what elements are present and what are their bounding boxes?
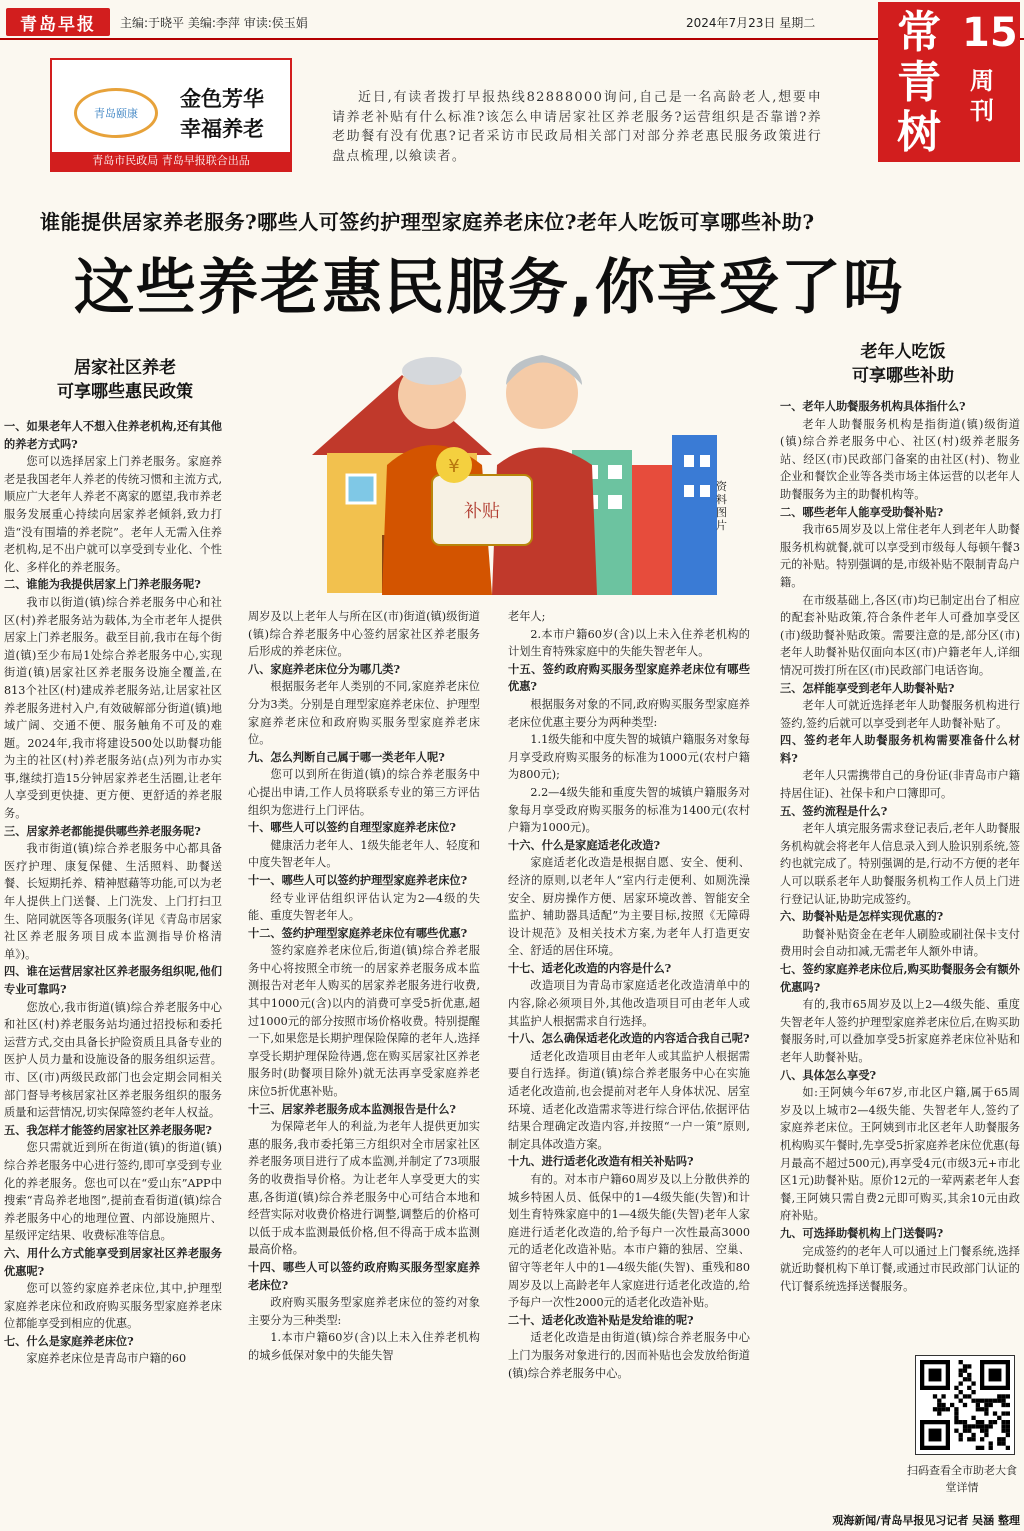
column-organizers: 青岛市民政局 青岛早报联合出品 xyxy=(52,152,290,170)
body-paragraph: 有的,我市65周岁及以上2—4级失能、重度失智老年人签约护理型家庭养老床位后,在购买助餐服务时,可以叠加享受5折家庭养老床位补贴和老年人助餐补贴。 xyxy=(780,998,1020,1064)
question-heading: 六、用什么方式能享受到居家社区养老服务优惠呢? xyxy=(4,1245,222,1278)
article-column-2 xyxy=(248,608,480,1530)
body-paragraph: 在市级基础上,各区(市)均已制定出台了相应的配套补贴政策,符合条件老年人可叠加享受区(市)级助餐补贴政策。需要注意的是,部分区(市)老年人助餐补贴仅面向本区(市)户籍老年人,详细情况可拨打所在区(市)民政部门电话咨询。 xyxy=(780,593,1020,677)
body-paragraph: 适老化改造是由街道(镇)综合养老服务中心上门为服务对象进行的,因而补贴也会发放给街道(镇)综合养老服务中心。 xyxy=(508,1331,750,1380)
question-heading: 九、怎么判断自己属于哪一类老年人呢? xyxy=(248,749,445,764)
edition-banner xyxy=(878,2,1020,162)
body-paragraph: 完成签约的老年人可以通过上门餐系统,选择就近助餐机构下单订餐,或通过市民政部门认证的代订餐系统选择送餐服务。 xyxy=(780,1244,1020,1293)
section-heading-line: 可享哪些惠民政策 xyxy=(57,382,193,402)
body-paragraph: 您放心,我市街道(镇)综合养老服务中心和社区(村)养老服务站均通过招投标和委托运营方式,交由具备长护险资质且具备专业的医护人员力量和设施设备的服务组织运营。市、区(市)两级民政部门也会定期会同相关部门督导考核居家社区养老服务组织的服务质量和运营情况,切实保障签约老年人权益。 xyxy=(4,1000,222,1120)
body-paragraph: 老年人; xyxy=(508,610,546,623)
question-heading: 十四、哪些人可以签约政府购买服务型家庭养老床位? xyxy=(248,1259,480,1292)
question-heading: 十九、进行适老化改造有相关补贴吗? xyxy=(508,1154,694,1169)
section-heading-line: 居家社区养老 xyxy=(74,358,176,378)
body-paragraph: 2.2—4级失能和重度失智的城镇户籍服务对象每月享受政府购买服务的标准为1400元(农村户籍为1000元)。 xyxy=(508,785,750,835)
body-paragraph: 我市街道(镇)综合养老服务中心都具备医疗护理、康复保健、生活照料、助餐送餐、长短期托养、精神慰藉等功能,可以为老年人提供上门送餐、上门洗发、上门打扫卫生、陪同就医等各项服务(详见《青岛市居家社区养老服务项目成本监测指导价格清单》)。 xyxy=(4,842,222,961)
question-heading: 七、签约家庭养老床位后,购买助餐服务会有额外优惠吗? xyxy=(780,962,1020,994)
column-slogan: 金色芳华 幸福养老 xyxy=(180,86,264,141)
main-headline: 这些养老惠民服务,你享受了吗 xyxy=(74,253,905,323)
question-heading: 十八、怎么确保适老化改造的内容适合我自己呢? xyxy=(508,1031,750,1046)
svg-text:¥: ¥ xyxy=(448,456,460,477)
sub-headline: 谁能提供居家养老服务?哪些人可签约护理型家庭养老床位?老年人吃饭可享哪些补助? xyxy=(40,210,815,234)
masthead xyxy=(0,0,1024,40)
question-heading: 十七、适老化改造的内容是什么? xyxy=(508,960,672,975)
body-paragraph: 1.本市户籍60岁(含)以上未入住养老机构的城乡低保对象中的失能失智 xyxy=(248,1331,480,1362)
question-heading: 三、怎样能享受到老年人助餐补贴? xyxy=(780,680,955,695)
body-paragraph: 您可以到所在街道(镇)的综合养老服务中心提出申请,工作人员将联系专业的第三方评估组织为您进行上门评估。 xyxy=(248,768,480,817)
body-paragraph: 您只需就近到所在街道(镇)的街道(镇)综合养老服务中心进行签约,即可享受到专业化的养老服务。您也可以在“爱山东”APP中搜索“青岛养老地图”,提前查看街道(镇)综合养老服务中心的地理位置、内部设施照片、星级评定结果、收费标准等信息。 xyxy=(4,1141,222,1243)
column-logo-box xyxy=(50,58,292,172)
body-paragraph: 有的。对本市户籍60周岁及以上分散供养的城乡特困人员、低保中的1—4级失能(失智)和计划生育特殊家庭中的1—4级失能(失智)老年人家庭进行适老化改造的,给予每户一次性最高3000元的适老化改造补贴。本市户籍的独居、空巢、留守等老年人中的1—4级失能(失智)、重残和80周岁及以上高龄老年人家庭进行适老化改造的,给予每户一次性2000元的适老化改造补贴。 xyxy=(508,1173,750,1310)
question-heading: 十六、什么是家庭适老化改造? xyxy=(508,837,660,852)
page-number: 15 xyxy=(962,10,1018,56)
question-heading: 三、居家养老都能提供哪些养老服务呢? xyxy=(4,823,201,838)
question-heading: 一、老年人助餐服务机构具体指什么? xyxy=(780,399,966,413)
body-paragraph: 家庭适老化改造是根据自愿、安全、便利、经济的原则,以老年人“室内行走便利、如厕洗澡安全、厨房操作方便、居家环境改善、智能安全监护、辅助器具适配”为主要目标,按照《无障碍设计规范》及相关技术方案,为老年人打造更安全、舒适的居住环境。 xyxy=(508,856,750,958)
body-paragraph: 您可以选择居家上门养老服务。家庭养老是我国老年人养老的传统习惯和主流方式,顺应广大老年人养老不离家的愿望,我市养老服务发展重心持续向居家养老倾斜,致力打造“没有围墙的养老院”。老年人无需入住养老机构,足不出户就可以享受到专业化、个性化、多样化的养老服务。 xyxy=(4,455,222,574)
body-paragraph: 经专业评估组织评估认定为2—4级的失能、重度失智老年人。 xyxy=(248,891,480,923)
section-heading-line: 可享哪些补助 xyxy=(852,366,954,386)
section-heading-right xyxy=(788,340,1018,388)
photo-credit: 资料图片 xyxy=(716,480,727,532)
newspaper-logo: 青岛早报 xyxy=(6,8,110,36)
body-paragraph: 老年人只需携带自己的身份证(非青岛市户籍持居住证)、社保卡和户口簿即可。 xyxy=(780,769,1020,801)
qr-code[interactable] xyxy=(916,1356,1014,1454)
question-heading: 五、签约流程是什么? xyxy=(780,803,888,818)
question-heading: 一、如果老年人不想入住养老机构,还有其他的养老方式吗? xyxy=(4,419,222,451)
body-paragraph: 我市以街道(镇)综合养老服务中心和社区(村)养老服务站为载体,为全市老年人提供居家上门养老服务。截至目前,我市在每个街道(镇)至少布局1处综合养老服务中心,实现街道(镇)居家社区养老服务设施全覆盖,在813个社区(村)建成养老服务站,让居家社区养老服务进村入户,有效破解部分街道(镇)地域广阔、交通不便、服务触角不可及的难题。2024年,我市将建设500处以助餐功能为主的社区(村)养老服务站(点)列为市办实事,继续打造15分钟居家养老生活圈,让老年人享受到更快捷、更方便、更舒适的养老服务。 xyxy=(4,595,222,821)
edition-name: 常青树 xyxy=(897,7,941,158)
elderly-couple-illustration xyxy=(292,335,737,600)
body-paragraph: 我市65周岁及以上常住老年人到老年人助餐服务机构就餐,就可以享受到市级每人每顿午餐3元的补贴。特别强调的是,市级补贴不限制青岛户籍。 xyxy=(780,523,1020,589)
section-heading-left xyxy=(10,356,240,404)
article-column-3 xyxy=(508,608,750,1530)
body-paragraph: 周岁及以上老年人与所在区(市)街道(镇)级街道(镇)综合养老服务中心签约居家社区养老服务后形成的养老床位。 xyxy=(248,610,480,659)
body-paragraph: 您可以签约家庭养老床位,其中,护理型家庭养老床位和政府购买服务型家庭养老床位都能享受到相应的优惠。 xyxy=(4,1282,222,1331)
body-paragraph: 适老化改造项目由老年人或其监护人根据需要自行选择。街道(镇)综合养老服务中心在实施适老化改造前,也会提前对老年人身体状况、居室环境、适老化改造需求等进行综合评估,依据评估结果合理确定改造内容,并按照“一户一策”原则,制定具体改造方案。 xyxy=(508,1049,750,1151)
question-heading: 二、哪些老年人能享受助餐补贴? xyxy=(780,504,944,519)
question-heading: 五、我怎样才能签约居家社区养老服务呢? xyxy=(4,1122,212,1137)
body-paragraph: 签约家庭养老床位后,街道(镇)综合养老服务中心将按照全市统一的居家养老服务成本监测报告对老年人购买的居家养老服务进行收费,其中1000元(含)以内的消费可享受5折优惠,超过1000元的部分按照市场价格收费。特别提醒一下,如果您是长期护理保险保障的老年人,选择享受长期护理保险待遇,您在购买居家社区养老服务时(助餐项目除外)就无法再享受家庭养老床位5折优惠补贴。 xyxy=(248,944,480,1099)
issue-date: 2024年7月23日 星期二 xyxy=(686,16,816,30)
article-column-1 xyxy=(4,418,222,1530)
edition-type: 周刊 xyxy=(970,67,994,125)
body-paragraph: 助餐补贴资金在老年人刷脸或刷社保卡支付费用时会自动扣减,无需老年人额外申请。 xyxy=(780,927,1020,959)
question-heading: 四、谁在运营居家社区养老服务组织呢,他们专业可靠吗? xyxy=(4,964,222,996)
question-heading: 九、可选择助餐机构上门送餐吗? xyxy=(780,1225,944,1240)
question-heading: 十五、签约政府购买服务型家庭养老床位有哪些优惠? xyxy=(508,661,750,694)
question-heading: 七、什么是家庭养老床位? xyxy=(4,1333,134,1348)
body-paragraph: 1.1级失能和中度失智的城镇户籍服务对象每月享受政府购买服务的标准为1000元(农村户籍为800元); xyxy=(508,733,750,782)
question-heading: 八、家庭养老床位分为哪几类? xyxy=(248,661,400,676)
question-heading: 二十、适老化改造补贴是发给谁的呢? xyxy=(508,1312,694,1327)
body-paragraph: 根据服务对象的不同,政府购买服务型家庭养老床位优惠主要分为两种类型: xyxy=(508,697,750,729)
body-paragraph: 为保障老年人的利益,为老年人提供更加实惠的服务,我市委托第三方组织对全市居家社区养老服务项目进行了成本监测,并制定了73项服务的收费指导价格。为让老年人享受更大的实惠,各街道(镇)综合养老服务中心可结合本地和经营实际对收费价格进行调整,调整后的价格可以低于成本监测最低价格,但不得高于成本监测最高价格。 xyxy=(248,1120,480,1257)
editor-credits: 主编:于晓平 美编:李萍 审读:侯玉娟 xyxy=(120,16,308,30)
body-paragraph: 2.本市户籍60岁(含)以上未入住养老机构的计划生育特殊家庭中的失能失智老年人。 xyxy=(508,627,750,659)
body-paragraph: 根据服务老年人类别的不同,家庭养老床位分为3类。分别是自理型家庭养老床位、护理型家庭养老床位和政府购买服务型家庭养老床位。 xyxy=(248,680,480,747)
question-heading: 二、谁能为我提供居家上门养老服务呢? xyxy=(4,577,201,592)
body-paragraph: 家庭养老床位是青岛市户籍的60 xyxy=(26,1352,187,1366)
question-heading: 十二、签约护理型家庭养老床位有哪些优惠? xyxy=(248,925,468,940)
body-paragraph: 健康活力老年人、1级失能老年人、轻度和中度失智老年人。 xyxy=(248,838,480,870)
subsidy-sign-text: 补贴 xyxy=(464,501,500,522)
qr-caption: 扫码查看全市助老大食堂详情 xyxy=(907,1464,1017,1494)
body-paragraph: 老年人可就近选择老年人助餐服务机构进行签约,签约后就可以享受到老年人助餐补贴了。 xyxy=(780,699,1020,730)
body-paragraph: 老年人填完服务需求登记表后,老年人助餐服务机构就会将老年人信息录入到人脸识别系统,签约也就完成了。特别强调的是,行动不方便的老年人可以联系老年人助餐服务机构工作人员上门进行登记认证,协助完成签约。 xyxy=(780,822,1020,906)
question-heading: 四、签约老年人助餐服务机构需要准备什么材料? xyxy=(780,733,1020,765)
question-heading: 十一、哪些人可以签约护理型家庭养老床位? xyxy=(248,872,468,887)
intro-paragraph: 近日,有读者拨打早报热线82888000询问,自己是一名高龄老人,想要申请养老补贴有什么标准?该怎么申请居家社区养老服务?运营组织是否靠谱?养老助餐有没有优惠?记者采访市民政局相关部门对部分养老惠民服务政策进行盘点梳理,以飨读者。 xyxy=(332,90,822,164)
question-heading: 十三、居家养老服务成本监测报告是什么? xyxy=(248,1101,456,1116)
question-heading: 八、具体怎么享受? xyxy=(780,1067,877,1082)
body-paragraph: 政府购买服务型家庭养老床位的签约对象主要分为三种类型: xyxy=(248,1296,480,1327)
byline: 观海新闻/青岛早报见习记者 吴涵 整理 xyxy=(832,1514,1020,1527)
section-heading-line: 老年人吃饭 xyxy=(860,342,946,362)
question-heading: 六、助餐补贴是怎样实现优惠的? xyxy=(780,909,944,924)
body-paragraph: 老年人助餐服务机构是指街道(镇)级街道(镇)综合养老服务中心、社区(村)级养老服务站、经区(市)民政部门备案的由社区(村)、物业企业和餐饮企业等各类市场主体运营的以老年人助餐服务为主的助餐机构等。 xyxy=(780,417,1020,501)
question-heading: 十、哪些人可以签约自理型家庭养老床位? xyxy=(248,820,456,835)
body-paragraph: 如:王阿姨今年67岁,市北区户籍,属于65周岁及以上城市2—4级失能、失智老年人,签约了家庭养老床位。王阿姨到市北区老年人助餐服务机构购买午餐时,先享受5折家庭养老床位优惠(每月最高不超过500元),再享受4元(市级3元+市北区1元)助餐补贴。原价12元的一荤两素老年人套餐,王阿姨只需自费2元即可购买,其余10元由政府补贴。 xyxy=(780,1086,1020,1223)
column-badge: 青岛颐康 xyxy=(74,88,158,138)
body-paragraph: 改造项目为青岛市家庭适老化改造清单中的内容,除必须项目外,其他改造项目可由老年人或其监护人根据需求自行选择。 xyxy=(508,979,750,1028)
